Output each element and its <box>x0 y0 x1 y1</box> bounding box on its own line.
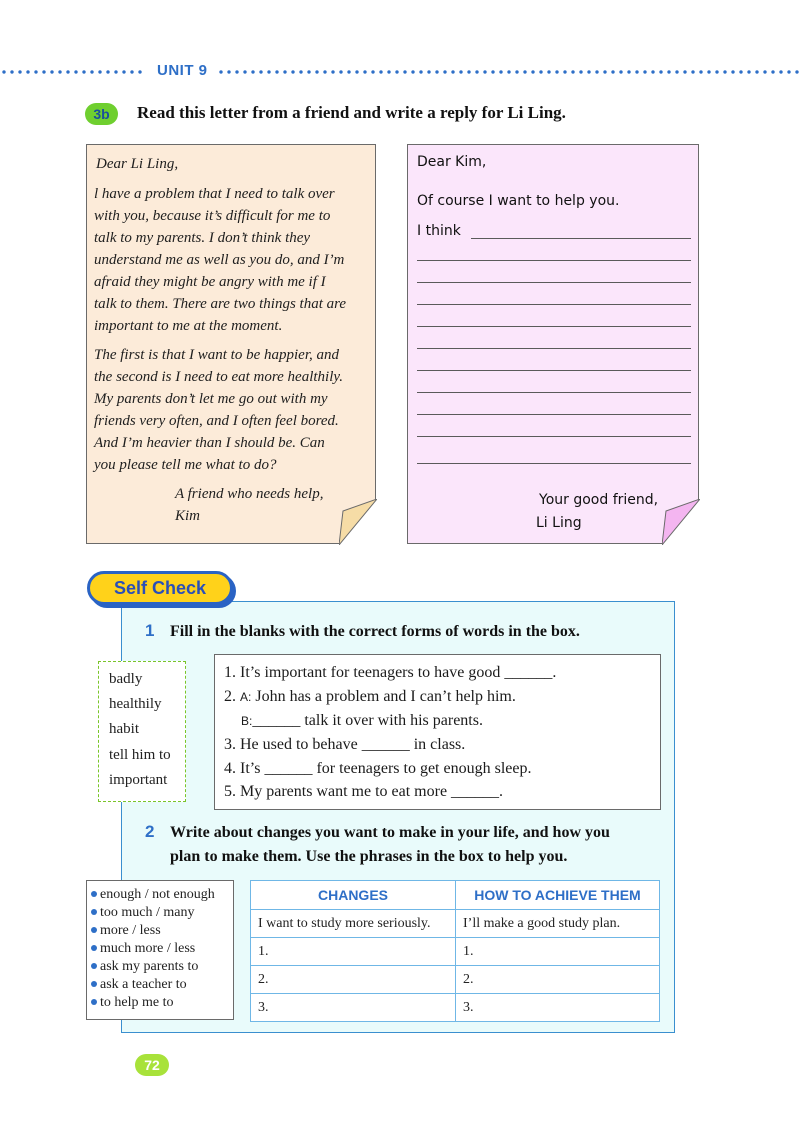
phrase-item: too much / many <box>91 905 195 921</box>
bullet-icon <box>91 945 97 951</box>
text-line: talk to them. There are two things that are <box>94 296 347 312</box>
reply-line-1: Of course I want to help you. <box>417 193 620 209</box>
sentence-text: ______ talk it over with his parents. <box>252 712 483 729</box>
letter-greeting: Dear Li Ling, <box>96 156 179 172</box>
bullet-icon <box>91 999 97 1005</box>
question-2-text-line-1: Write about changes you want to make in your life, and how you <box>170 824 610 841</box>
phrase-item: more / less <box>91 923 161 939</box>
letter-paragraph-1 <box>94 183 374 337</box>
question-number-2: 2 <box>145 822 155 841</box>
bullet-icon <box>91 927 97 933</box>
question-number-1: 1 <box>145 621 155 640</box>
text-line: And I’m heavier than I should be. Can <box>94 435 325 451</box>
question-1-text: Fill in the blanks with the correct forms of words in the box. <box>170 623 580 640</box>
sentence-1[interactable]: 1. It’s important for teenagers to have good ______. <box>224 664 557 681</box>
letter-closing: A friend who needs help, <box>175 486 324 502</box>
fill-in-sentences <box>214 654 661 810</box>
bullet-icon <box>91 891 97 897</box>
changes-table <box>250 880 660 1022</box>
text-line: friends very often, and I often feel bored. <box>94 413 339 429</box>
exercise-instruction: Read this letter from a friend and write a reply for Li Ling. <box>137 103 566 122</box>
speaker-b-label: B: <box>241 714 253 728</box>
writing-line[interactable] <box>417 370 691 371</box>
writing-line[interactable] <box>417 282 691 283</box>
reply-signature: Li Ling <box>536 515 582 531</box>
word-box <box>98 661 186 802</box>
table-cell[interactable]: 1. <box>251 938 456 966</box>
table-cell[interactable]: 2. <box>456 966 660 994</box>
reply-line-2: I think <box>417 223 461 239</box>
word-item: important <box>109 772 168 788</box>
column-header-changes: CHANGES <box>251 881 456 910</box>
phrase-item: much more / less <box>91 941 195 957</box>
table-cell[interactable]: 2. <box>251 966 456 994</box>
writing-line[interactable] <box>417 392 691 393</box>
text-line: understand me as well as you do, and I’m <box>94 252 345 268</box>
table-cell: I want to study more seriously. <box>251 910 456 938</box>
phrase-item: enough / not enough <box>91 887 215 903</box>
table-cell[interactable]: 3. <box>251 994 456 1022</box>
text-line: My parents don’t let me go out with my <box>94 391 328 407</box>
table-cell: I’ll make a good study plan. <box>456 910 660 938</box>
word-item: habit <box>109 721 139 737</box>
letter-paragraph-2 <box>94 344 374 476</box>
text-line: l have a problem that I need to talk over <box>94 186 335 202</box>
letter-signature: Kim <box>175 508 201 524</box>
writing-line[interactable] <box>471 238 691 239</box>
sentence-3[interactable]: 3. He used to behave ______ in class. <box>224 736 466 753</box>
page-number: 72 <box>135 1054 169 1076</box>
table-row <box>251 910 660 938</box>
unit-title: UNIT 9 <box>157 62 208 79</box>
text-line: the second is I need to eat more healthily. <box>94 369 343 385</box>
writing-line[interactable] <box>417 348 691 349</box>
reply-closing: Your good friend, <box>539 492 659 508</box>
bullet-icon <box>91 909 97 915</box>
writing-line[interactable] <box>417 436 691 437</box>
question-2-text-line-2: plan to make them. Use the phrases in the box to help you. <box>170 848 568 865</box>
sentence-text: John has a problem and I can’t help him. <box>251 688 516 705</box>
phrase-box <box>86 880 234 1020</box>
sentence-2a[interactable] <box>224 688 516 706</box>
self-check-title: Self Check <box>87 571 233 605</box>
page-curl-icon <box>662 499 700 545</box>
writing-line[interactable] <box>417 304 691 305</box>
reply-greeting: Dear Kim, <box>417 154 487 170</box>
writing-line[interactable] <box>417 326 691 327</box>
text-line: with you, because it’s difficult for me to <box>94 208 331 224</box>
header-dots-right <box>217 70 800 74</box>
sentence-5[interactable]: 5. My parents want me to eat more ______. <box>224 783 504 800</box>
text-line: The first is that I want to be happier, and <box>94 347 340 363</box>
text-line: talk to my parents. I don’t think they <box>94 230 311 246</box>
table-row <box>251 938 660 966</box>
table-row <box>251 966 660 994</box>
writing-line[interactable] <box>417 260 691 261</box>
letter-from-kim <box>86 144 376 544</box>
exercise-badge: 3b <box>85 103 118 125</box>
table-cell[interactable]: 1. <box>456 938 660 966</box>
sentence-4[interactable]: 4. It’s ______ for teenagers to get enough sleep. <box>224 760 532 777</box>
phrase-item: ask my parents to <box>91 959 198 975</box>
word-item: badly <box>109 671 143 687</box>
bullet-icon <box>91 981 97 987</box>
bullet-icon <box>91 963 97 969</box>
text-line: afraid they might be angry with me if I <box>94 274 326 290</box>
phrase-item: ask a teacher to <box>91 977 187 993</box>
table-cell[interactable]: 3. <box>456 994 660 1022</box>
reply-letter <box>407 144 699 544</box>
header-dots-left <box>0 70 146 74</box>
page-curl-icon <box>339 499 377 545</box>
phrase-item: to help me to <box>91 995 174 1011</box>
table-header-row <box>251 881 660 910</box>
word-item: tell him to <box>109 747 171 763</box>
text-line: you please tell me what to do? <box>94 457 277 473</box>
sentence-number: 2. <box>224 688 240 705</box>
speaker-a-label: A: <box>240 690 252 704</box>
table-row <box>251 994 660 1022</box>
word-item: healthily <box>109 696 162 712</box>
writing-line[interactable] <box>417 414 691 415</box>
text-line: important to me at the moment. <box>94 318 283 334</box>
writing-line[interactable] <box>417 463 691 464</box>
sentence-2b[interactable] <box>241 712 483 730</box>
column-header-how-to-achieve: HOW TO ACHIEVE THEM <box>456 881 660 910</box>
